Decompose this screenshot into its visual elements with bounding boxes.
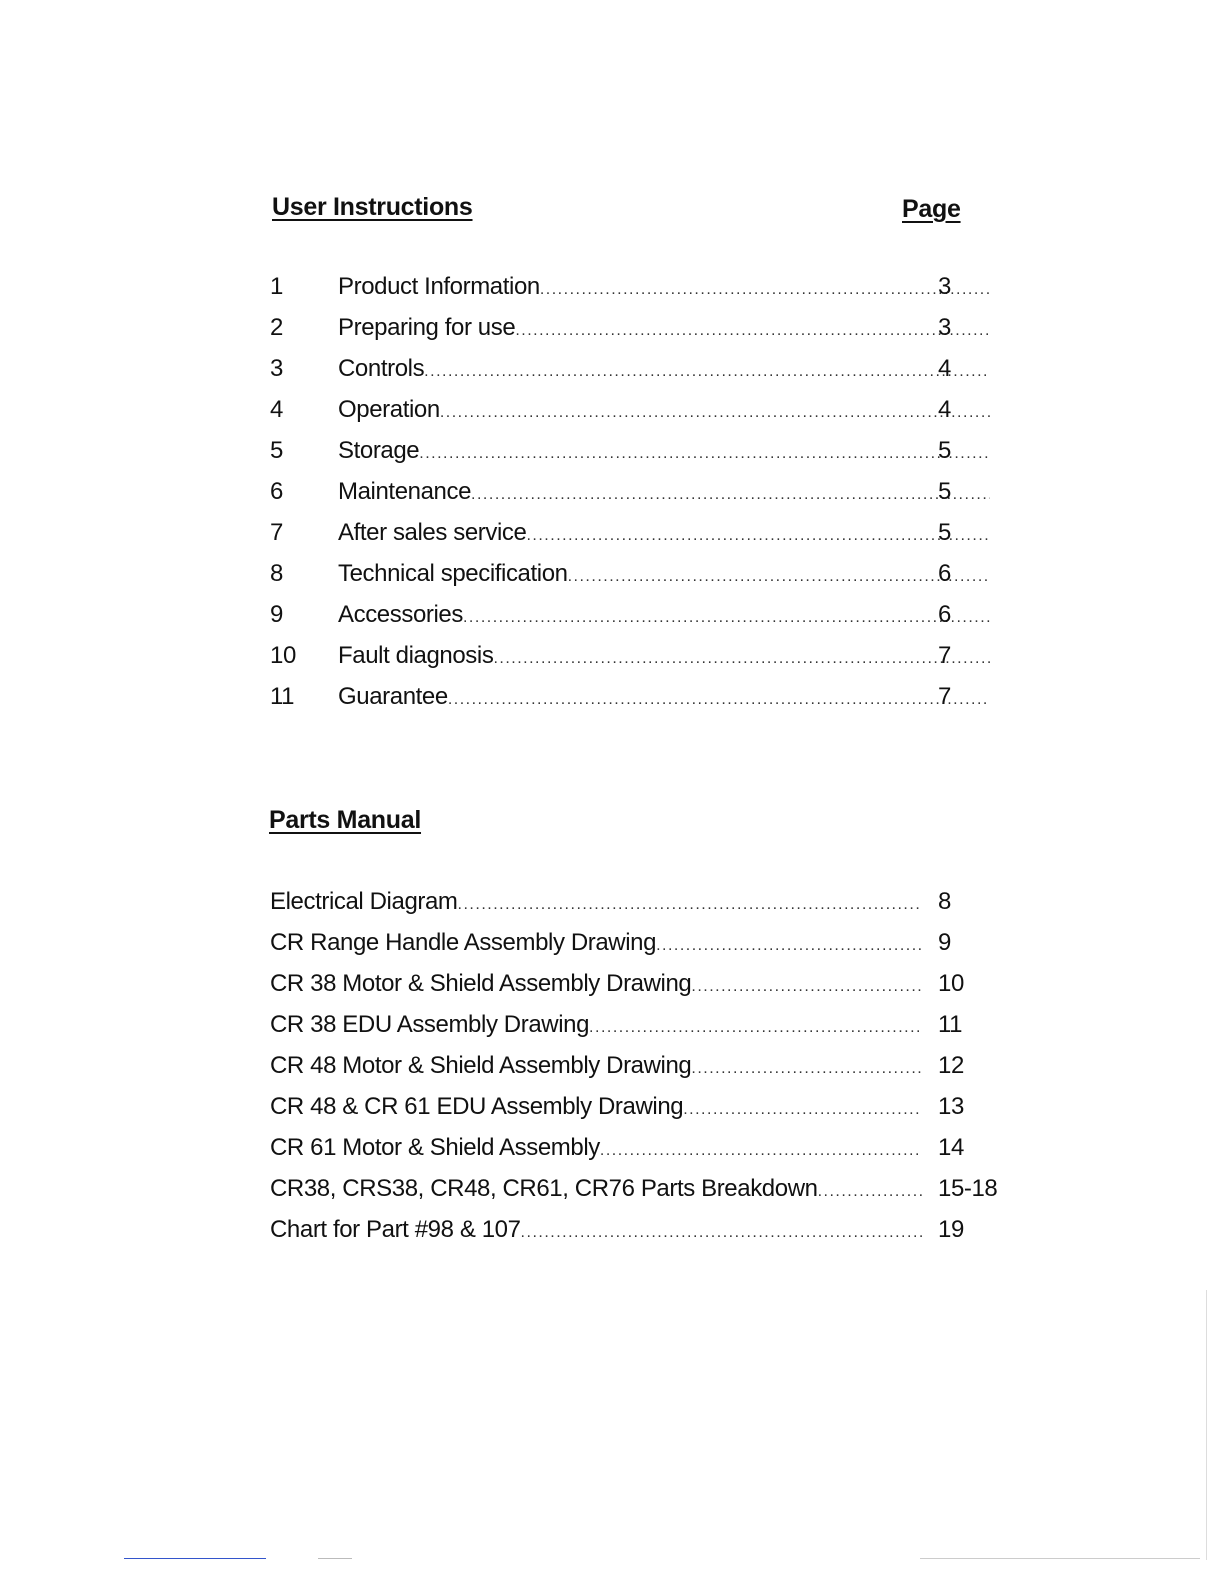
- toc-row: [270, 1215, 1010, 1256]
- toc-item-label: Electrical Diagram: [270, 888, 458, 915]
- dot-leader: [526, 521, 990, 551]
- toc-entry: [270, 1133, 922, 1166]
- dot-leader: [419, 439, 990, 469]
- toc-entry: [270, 1051, 922, 1084]
- toc-page-number: 14: [938, 1134, 964, 1161]
- toc-item-number: 4: [270, 396, 283, 423]
- toc-page-number: 5: [938, 437, 951, 464]
- toc-row: [270, 1051, 1010, 1092]
- dot-leader: [493, 644, 990, 674]
- toc-item-label: Maintenance: [338, 478, 472, 505]
- toc-item-number: 11: [270, 683, 295, 710]
- toc-item-label: CR 48 & CR 61 EDU Assembly Drawing: [270, 1093, 684, 1120]
- toc-item-number: 9: [270, 601, 283, 628]
- toc-entry: [338, 313, 990, 346]
- dot-leader: [458, 890, 922, 920]
- toc-item-label: Controls: [338, 355, 425, 382]
- dot-leader: [448, 685, 990, 715]
- toc-entry: [270, 928, 922, 961]
- dot-leader: [463, 603, 990, 633]
- toc-entry: [270, 969, 922, 1002]
- toc-row: [270, 395, 970, 436]
- footer-rule: [318, 1558, 352, 1559]
- toc-page-number: 15-18: [938, 1175, 998, 1202]
- toc-item-number: 8: [270, 560, 283, 587]
- toc-page-number: 9: [938, 929, 951, 956]
- scan-edge-line: [1206, 1290, 1207, 1560]
- toc-page-number: 6: [938, 560, 951, 587]
- toc-row: [270, 887, 1010, 928]
- toc-row: [270, 928, 1010, 969]
- dot-leader: [515, 316, 990, 346]
- toc-entry: [338, 559, 990, 592]
- footer-rule: [124, 1558, 266, 1559]
- dot-leader: [521, 1218, 922, 1248]
- toc-item-label: Product Information: [338, 273, 540, 300]
- user-instructions-list: [270, 272, 970, 723]
- toc-page-number: 8: [938, 888, 951, 915]
- toc-page-number: 3: [938, 273, 951, 300]
- toc-item-number: 6: [270, 478, 283, 505]
- toc-item-label: CR Range Handle Assembly Drawing: [270, 929, 657, 956]
- toc-row: [270, 1133, 1010, 1174]
- toc-row: [270, 354, 970, 395]
- toc-entry: [270, 1174, 922, 1207]
- parts-manual-heading: Parts Manual: [269, 806, 422, 834]
- toc-row: [270, 518, 970, 559]
- dot-leader: [440, 398, 990, 428]
- toc-page-number: 7: [938, 683, 951, 710]
- toc-row: [270, 559, 970, 600]
- toc-entry: [338, 272, 990, 305]
- toc-page-number: 12: [938, 1052, 964, 1079]
- toc-page-number: 7: [938, 642, 951, 669]
- footer-rule: [920, 1558, 1200, 1559]
- toc-row: [270, 313, 970, 354]
- toc-page-number: 3: [938, 314, 951, 341]
- toc-item-number: 5: [270, 437, 283, 464]
- dot-leader: [683, 1095, 922, 1125]
- dot-leader: [424, 357, 990, 387]
- dot-leader: [818, 1177, 922, 1207]
- toc-item-label: CR 38 Motor & Shield Assembly Drawing: [270, 970, 692, 997]
- toc-row: [270, 1174, 1010, 1215]
- toc-row: [270, 1010, 1010, 1051]
- toc-row: [270, 1092, 1010, 1133]
- toc-entry: [338, 641, 990, 674]
- toc-row: [270, 477, 970, 518]
- toc-item-label: Accessories: [338, 601, 463, 628]
- toc-item-number: 7: [270, 519, 283, 546]
- toc-entry: [338, 477, 990, 510]
- dot-leader: [540, 275, 990, 305]
- toc-entry: [270, 887, 922, 920]
- toc-item-label: CR 38 EDU Assembly Drawing: [270, 1011, 590, 1038]
- toc-row: [270, 641, 970, 682]
- dot-leader: [656, 931, 922, 961]
- toc-row: [270, 436, 970, 477]
- toc-page-number: 4: [938, 355, 951, 382]
- toc-item-number: 3: [270, 355, 283, 382]
- page-column-heading: Page: [902, 195, 961, 223]
- toc-page-number: 10: [938, 970, 964, 997]
- toc-item-label: CR 48 Motor & Shield Assembly Drawing: [270, 1052, 692, 1079]
- toc-entry: [338, 354, 990, 387]
- toc-item-label: Preparing for use: [338, 314, 516, 341]
- toc-entry: [338, 600, 990, 633]
- toc-entry: [270, 1215, 922, 1248]
- toc-page-number: 19: [938, 1216, 964, 1243]
- toc-item-label: CR 61 Motor & Shield Assembly: [270, 1134, 600, 1161]
- toc-item-label: Guarantee: [338, 683, 448, 710]
- toc-item-label: Technical specification: [338, 560, 568, 587]
- dot-leader: [568, 562, 990, 592]
- toc-entry: [270, 1092, 922, 1125]
- toc-page-number: 5: [938, 519, 951, 546]
- toc-item-number: 1: [270, 273, 283, 300]
- toc-page-number: 6: [938, 601, 951, 628]
- toc-row: [270, 600, 970, 641]
- toc-entry: [338, 436, 990, 469]
- toc-row: [270, 969, 1010, 1010]
- toc-entry: [338, 395, 990, 428]
- toc-item-label: Storage: [338, 437, 420, 464]
- toc-item-label: CR38, CRS38, CR48, CR61, CR76 Parts Breakdown: [270, 1175, 818, 1202]
- dot-leader: [589, 1013, 922, 1043]
- toc-row: [270, 682, 970, 723]
- toc-row: [270, 272, 970, 313]
- toc-page-number: 4: [938, 396, 951, 423]
- toc-item-number: 2: [270, 314, 283, 341]
- toc-entry: [270, 1010, 922, 1043]
- dot-leader: [471, 480, 990, 510]
- toc-page-number: 11: [938, 1011, 963, 1038]
- user-instructions-heading: User Instructions: [272, 193, 473, 221]
- toc-item-label: Chart for Part #98 & 107: [270, 1216, 521, 1243]
- toc-entry: [338, 518, 990, 551]
- toc-item-label: Operation: [338, 396, 440, 423]
- dot-leader: [600, 1136, 922, 1166]
- dot-leader: [691, 972, 922, 1002]
- toc-item-label: After sales service: [338, 519, 527, 546]
- toc-item-label: Fault diagnosis: [338, 642, 494, 669]
- toc-page-number: 5: [938, 478, 951, 505]
- parts-manual-list: [270, 887, 1010, 1256]
- toc-entry: [338, 682, 990, 715]
- toc-page-number: 13: [938, 1093, 964, 1120]
- dot-leader: [691, 1054, 922, 1084]
- toc-item-number: 10: [270, 642, 296, 669]
